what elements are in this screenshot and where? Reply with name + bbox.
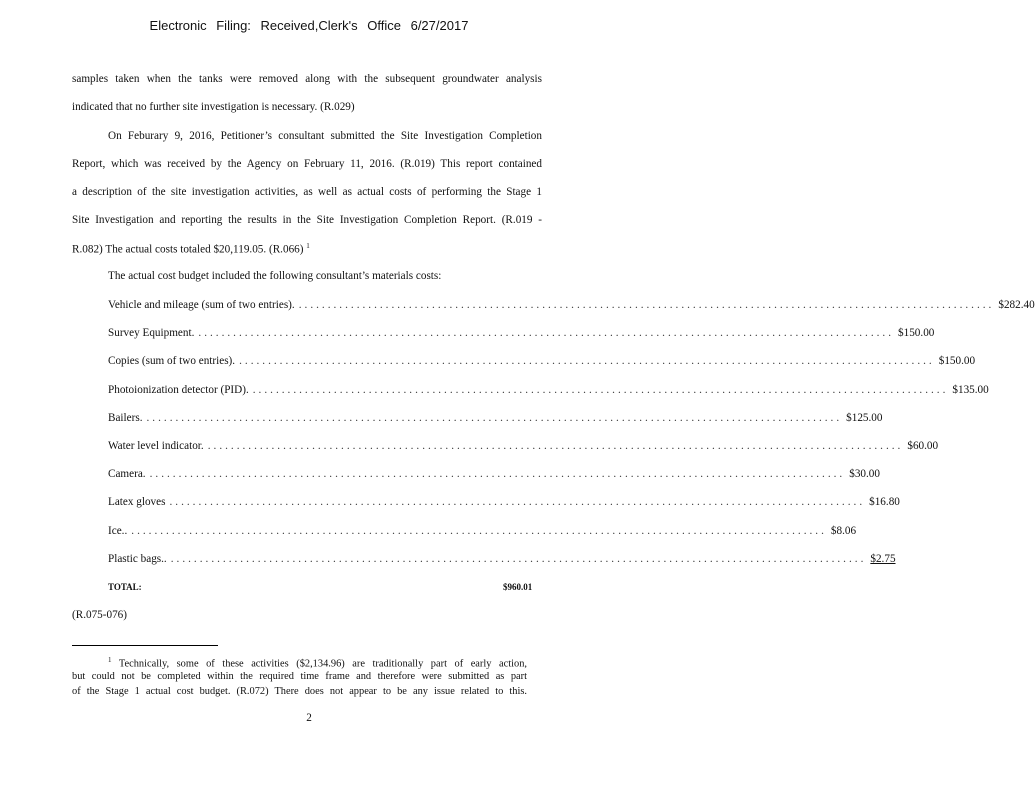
cost-item-label: Ice.. [108,524,128,537]
footnote-divider [72,645,218,646]
cost-item-row [108,496,900,509]
cost-item-amount: $60.00 [907,440,939,452]
cost-item-row [108,524,857,537]
cost-item-row [108,299,1035,311]
cost-item-row [108,383,989,396]
body-line-5: a description of the site investigation activities, as well as actual costs of performing the Stage 1 [72,186,542,198]
cost-item-label: Plastic bags.. [108,552,167,565]
total-amount: $960.01 [503,582,533,592]
leader-dots: ........................................................................................................................ [170,552,867,565]
cost-item-row [108,440,939,452]
body-line-7-text: R.082) The actual costs totaled $20,119.05. (R.066) [72,243,304,256]
filing-stamp-header: Electronic Filing: Received,Clerk's Office 6/27/2017 [149,18,469,33]
footnote-line-1 [108,656,527,669]
leader-dots: ........................................................................................................................ [252,383,949,396]
cost-item-amount: $150.00 [898,327,935,340]
leader-dots: ........................................................................................................................ [239,355,935,368]
body-line-4: Report, which was received by the Agency on February 11, 2016. (R.019) This report contained [72,158,542,170]
cost-item-row [108,411,883,424]
leader-dots: ........................................................................................................................ [169,496,866,509]
cost-item-amount: $135.00 [952,383,989,396]
cost-item-amount: $125.00 [846,411,883,424]
cost-item-label: Water level indicator. [108,440,204,452]
cost-item-row [108,468,880,481]
body-line-8: The actual cost budget included the following consultant’s materials costs: [108,270,442,282]
body-line-6: Site Investigation and reporting the results in the Site Investigation Completion Report. (R.019 - [72,214,542,226]
cost-item-amount: $8.06 [830,524,857,537]
cost-item-label: Bailers. [108,411,143,424]
leader-dots: ........................................................................................................................ [146,411,843,424]
citation: (R.075-076) [72,609,127,621]
cost-item-row [108,355,976,368]
body-line-3: On Feburary 9, 2016, Petitioner’s consultant submitted the Site Investigation Completion [108,130,542,142]
cost-item-row [108,327,935,340]
leader-dots: ........................................................................................................................ [149,468,846,481]
body-line-7 [72,242,310,256]
cost-item-label: Photoionization detector (PID). [108,383,249,396]
footnote-ref: 1 [306,242,310,250]
leader-dots: ........................................................................................................................ [298,299,995,311]
leader-dots: ........................................................................................................................ [131,524,827,537]
cost-item-label: Vehicle and mileage (sum of two entries). [108,299,295,311]
footnote-line-2: but could not be completed within the required time frame and therefore were submitted as part [72,671,527,682]
leader-dots: ........................................................................................................................ [198,327,895,340]
cost-item-row [108,552,896,565]
cost-item-amount: $282.40 [998,299,1035,311]
cost-item-label: Camera. [108,468,146,481]
cost-item-amount: $150.00 [938,355,976,368]
body-line-2: indicated that no further site investigation is necessary. (R.029) [72,101,355,113]
total-label: TOTAL: [108,582,142,592]
leader-dots: ........................................................................................................................ [207,440,904,452]
footnote-number: 1 [108,656,112,664]
cost-item-label: Latex gloves [108,496,166,509]
footnote-line-3: of the Stage 1 actual cost budget. (R.072) There does not appear to be any issue related to this. [72,686,527,697]
cost-item-amount: $16.80 [869,496,900,509]
body-line-1: samples taken when the tanks were removed along with the subsequent groundwater analysis [72,73,542,85]
footnote-line-1-text: Technically, some of these activities ($2,134.96) are traditionally part of early action, [118,658,527,670]
cost-item-amount: $30.00 [849,468,880,481]
cost-item-label: Copies (sum of two entries). [108,355,236,368]
cost-item-label: Survey Equipment. [108,327,195,340]
page-number: 2 [306,712,312,724]
cost-item-amount: $2.75 [870,552,896,565]
